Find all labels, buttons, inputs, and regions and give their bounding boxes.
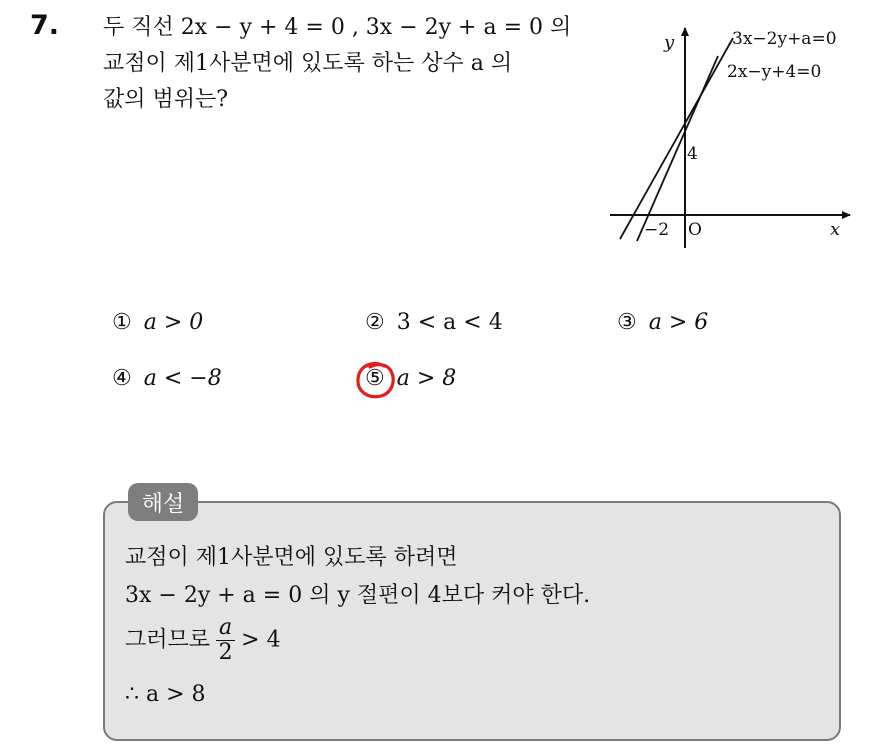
solution-line-3 [125, 616, 281, 665]
line-3x-2y-a [637, 56, 718, 241]
choice-1-text: a > 0 [143, 310, 204, 335]
question-number: 7. [30, 10, 60, 41]
x-intercept-label: −2 [644, 220, 670, 240]
choice-3[interactable] [617, 310, 708, 335]
solution-line-4: ∴ a > 8 [125, 682, 206, 707]
question-line-1: 두 직선 2x − y + 4 = 0 , 3x − 2y + a = 0 의 [103, 15, 572, 40]
solution-line-2: 3x − 2y + a = 0 의 y 절편이 4보다 커야 한다. [125, 583, 591, 608]
line-2x-y-4 [620, 38, 733, 239]
line2-label: 2x−y+4=0 [727, 62, 822, 82]
y-intercept-label: 4 [687, 144, 698, 164]
question-text [103, 10, 603, 118]
choice-2[interactable] [365, 310, 503, 335]
question-line-3: 값의 범위는? [103, 87, 229, 112]
solution-line-1: 교점이 제1사분면에 있도록 하려면 [125, 545, 458, 570]
choice-4-mark: ④ [112, 366, 132, 391]
choice-4-text: a < −8 [143, 366, 222, 391]
choice-2-text: 3 < a < 4 [396, 310, 503, 335]
x-axis-label: x [830, 219, 841, 240]
solution-line-3-prefix: 그러므로 [125, 627, 211, 653]
y-axis-label: y [664, 32, 675, 53]
coordinate-graph [600, 18, 860, 258]
choice-1-mark: ① [112, 310, 132, 335]
choice-5-mark: ⑤ [365, 366, 385, 391]
answer-circle-icon [354, 360, 398, 402]
fraction-numerator: a [216, 616, 235, 641]
choice-3-mark: ③ [617, 310, 637, 335]
fraction-denominator: 2 [218, 640, 233, 665]
choice-1[interactable] [112, 310, 203, 335]
question-line-2: 교점이 제1사분면에 있도록 하는 상수 a 의 [103, 51, 513, 76]
choice-5-text: a > 8 [396, 366, 457, 391]
solution-tab: 해설 [128, 483, 198, 521]
choice-4[interactable] [112, 366, 222, 391]
line1-label: 3x−2y+a=0 [732, 29, 837, 49]
origin-label: O [688, 220, 702, 240]
choice-3-text: a > 6 [648, 310, 709, 335]
solution-line-3-suffix: > 4 [241, 627, 281, 653]
choice-2-mark: ② [365, 310, 385, 335]
fraction-a-over-2 [216, 616, 235, 665]
